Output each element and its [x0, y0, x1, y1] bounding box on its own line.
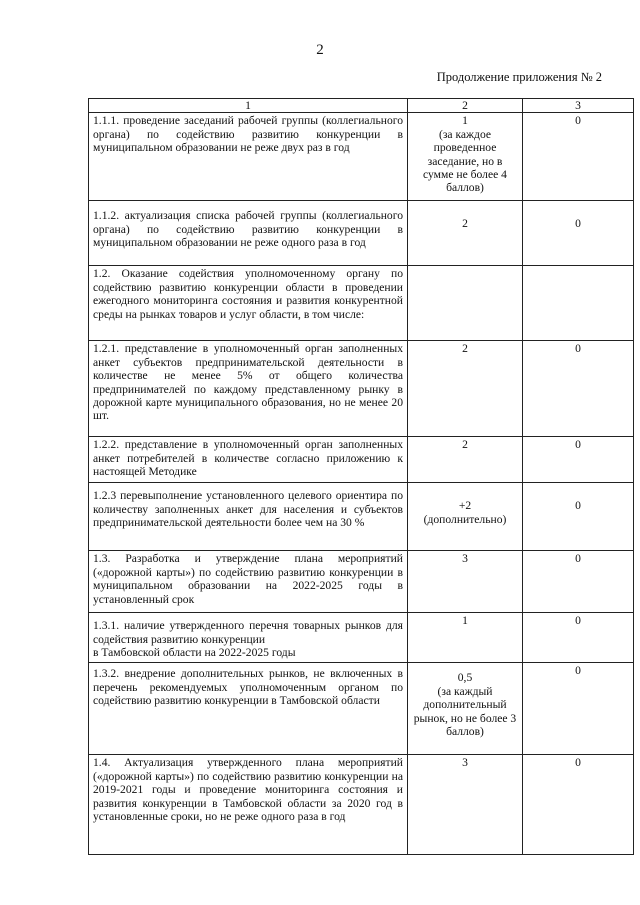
- max-score: 1 (за каждое проведенное заседание, но в сумме не более 4 баллов): [408, 113, 523, 201]
- actual-score: 0: [523, 201, 634, 266]
- actual-score: [523, 266, 634, 341]
- max-score: 1: [408, 613, 523, 663]
- criterion-text: 1.2.1. представление в уполномоченный орган заполненных анкет субъектов предпринимательской деятельности в количестве не менее 5% от общего количества предпринимателей по каждому представленному рынку в дорожной карте муниципального образования, но не менее 20 шт.: [89, 341, 408, 437]
- criteria-table: [88, 98, 634, 855]
- max-score: 2: [408, 201, 523, 266]
- actual-score: 0: [523, 437, 634, 483]
- max-score: 0,5 (за каждый дополнительный рынок, но не более 3 баллов): [408, 663, 523, 755]
- table-row: [89, 201, 634, 266]
- table-row: [89, 613, 634, 663]
- actual-score: 0: [523, 663, 634, 755]
- page-number: 2: [316, 42, 324, 58]
- continuation-note: Продолжение приложения № 2: [436, 70, 602, 84]
- actual-score: 0: [523, 113, 634, 201]
- actual-score: 0: [523, 551, 634, 613]
- header-col-1: 1: [89, 99, 408, 113]
- criterion-text: 1.3.2. внедрение дополнительных рынков, не включенных в перечень рекомендуемых уполномоченным органом по содействию развитию конкуренции в Тамбовской области: [89, 663, 408, 755]
- max-score: +2 (дополнительно): [408, 483, 523, 551]
- table-row: [89, 483, 634, 551]
- actual-score: 0: [523, 483, 634, 551]
- table-row: [89, 437, 634, 483]
- criterion-text: 1.2.2. представление в уполномоченный орган заполненных анкет потребителей в количестве согласно приложению к настоящей Методике: [89, 437, 408, 483]
- max-score: 3: [408, 551, 523, 613]
- criterion-text: 1.1.1. проведение заседаний рабочей группы (коллегиального органа) по содействию развитию конкуренции в муниципальном образовании не реже двух раз в год: [89, 113, 408, 201]
- table-row: [89, 113, 634, 201]
- header-col-3: 3: [523, 99, 634, 113]
- header-col-2: 2: [408, 99, 523, 113]
- max-score: [408, 266, 523, 341]
- table-header-row: [89, 99, 634, 113]
- actual-score: 0: [523, 341, 634, 437]
- criterion-text: 1.2.3 перевыполнение установленного целевого ориентира по количеству заполненных анкет для населения и субъектов предпринимательской деятельности более чем на 30 %: [89, 483, 408, 551]
- table-row: [89, 266, 634, 341]
- max-score: 2: [408, 341, 523, 437]
- criterion-text: 1.4. Актуализация утвержденного плана мероприятий («дорожной карты») по содействию развитию конкуренции на 2019-2021 годы и проведение мониторинга состояния и развития конкуренции в Тамбовской области за 2020 год в установленные сроки, но не реже одного раза в год: [89, 755, 408, 855]
- max-score: 2: [408, 437, 523, 483]
- actual-score: 0: [523, 755, 634, 855]
- max-score: 3: [408, 755, 523, 855]
- table-row: [89, 755, 634, 855]
- criterion-text: 1.3. Разработка и утверждение плана мероприятий («дорожной карты») по содействию развитию конкуренции в муниципальном образовании на 2022-2025 годы в установленный срок: [89, 551, 408, 613]
- table-row: [89, 551, 634, 613]
- criterion-text: 1.2. Оказание содействия уполномоченному органу по содействию развитию конкуренции области в проведении ежегодного мониторинга состояния и развития конкурентной среды на рынках товаров и услуг области, в том числе:: [89, 266, 408, 341]
- criterion-text: 1.3.1. наличие утвержденного перечня товарных рынков для содействия развитию конкуренции в Тамбовской области на 2022-2025 годы: [89, 613, 408, 663]
- table-row: [89, 341, 634, 437]
- table-row: [89, 663, 634, 755]
- actual-score: 0: [523, 613, 634, 663]
- criterion-text: 1.1.2. актуализация списка рабочей группы (коллегиального органа) по содействию развитию конкуренции в муниципальном образовании не реже одного раза в год: [89, 201, 408, 266]
